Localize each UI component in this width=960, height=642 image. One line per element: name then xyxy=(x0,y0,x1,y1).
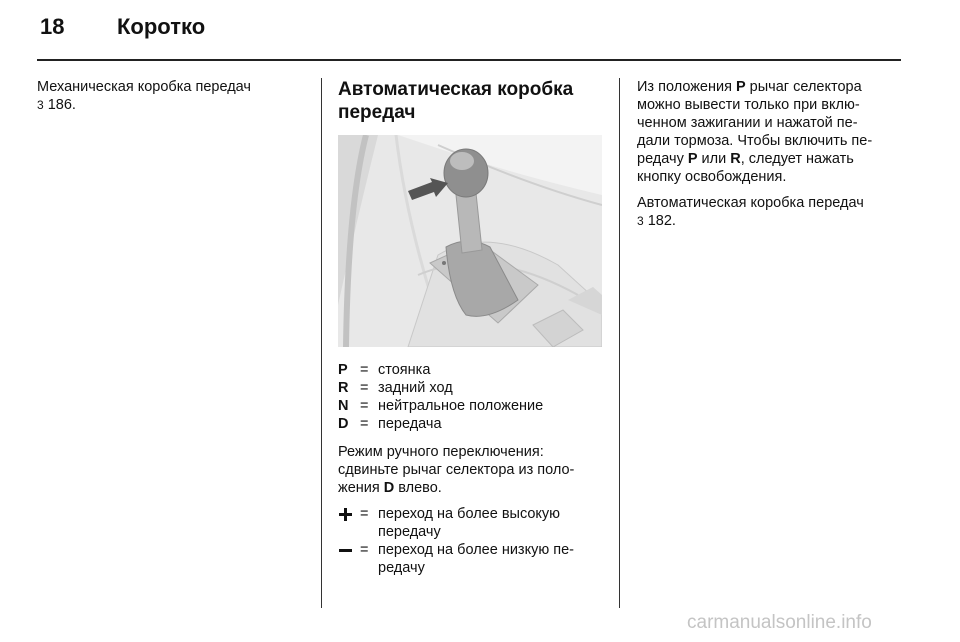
manual-mode-line2: сдвиньте рычаг селектора из поло- xyxy=(338,462,575,478)
p1-l4: дали тормоза. Чтобы включить пе- xyxy=(637,133,873,149)
page-number: 18 xyxy=(40,14,65,39)
manual-mode-line3-bold: D xyxy=(383,480,395,496)
section-title xyxy=(338,78,608,124)
minus-icon xyxy=(338,541,360,577)
column-divider-right xyxy=(619,78,620,608)
list-item xyxy=(338,397,608,415)
watermark: carmanualsonline.info xyxy=(687,612,872,633)
shift-desc xyxy=(378,505,608,541)
shift-desc-line2: редачу xyxy=(378,560,425,576)
equals-sign: = xyxy=(360,506,369,522)
position-key: R xyxy=(338,380,349,396)
section-title-line2: передач xyxy=(338,102,416,123)
p1-l3: ченном зажигании и нажатой пе- xyxy=(637,115,858,131)
p1-l5-mid: или xyxy=(697,151,731,167)
list-item xyxy=(338,415,608,433)
manual-gearbox-ref xyxy=(37,78,307,114)
manual-gearbox-page-link[interactable]: 186. xyxy=(47,97,76,113)
p1-l5-bold1: P xyxy=(687,151,698,167)
p1-l1-suffix: рычаг селектора xyxy=(745,79,862,95)
manual-mode-line3-suffix: влево. xyxy=(394,480,442,496)
column-divider-left xyxy=(321,78,322,608)
p1-l2: можно вывести только при вклю- xyxy=(637,97,860,113)
position-desc: задний ход xyxy=(378,380,453,396)
page-ref-arrow-icon: 3 xyxy=(637,214,644,228)
manual-mode-line3-prefix: жения xyxy=(338,480,384,496)
list-item xyxy=(338,541,608,577)
manual-gearbox-text: Механическая коробка передач xyxy=(37,79,251,95)
p1-l5-suffix: , следует нажать xyxy=(740,151,854,167)
p1-l1-prefix: Из положения xyxy=(637,79,736,95)
equals-sign: = xyxy=(360,398,369,414)
list-item xyxy=(338,361,608,379)
auto-gearbox-text: Автоматическая коробка передач xyxy=(637,195,864,211)
p1-l6: кнопку освобождения. xyxy=(637,169,787,185)
shift-desc xyxy=(378,541,608,577)
p1-l5-prefix: редачу xyxy=(637,151,688,167)
page-ref-arrow-icon: 3 xyxy=(37,98,44,112)
auto-gearbox-page-link[interactable]: 182. xyxy=(647,213,676,229)
equals-sign: = xyxy=(360,362,369,378)
shift-desc-line2: передачу xyxy=(378,524,441,540)
park-release-paragraph xyxy=(637,78,912,186)
section-title-line1: Автоматическая коробка xyxy=(338,79,574,100)
column-1 xyxy=(37,78,307,122)
page-title: Коротко xyxy=(117,14,206,39)
position-key: N xyxy=(338,398,349,414)
manual-mode-paragraph xyxy=(338,443,608,497)
gear-selector-illustration xyxy=(338,135,602,347)
equals-sign: = xyxy=(360,416,369,432)
position-key: P xyxy=(338,362,348,378)
equals-sign: = xyxy=(360,542,369,558)
header-rule xyxy=(37,59,901,61)
position-key: D xyxy=(338,416,349,432)
p1-l5-bold2: R xyxy=(730,151,741,167)
shift-desc-line1: переход на более высокую xyxy=(378,506,561,522)
position-desc: стоянка xyxy=(378,362,431,378)
position-desc: передача xyxy=(378,416,442,432)
plus-icon xyxy=(338,505,360,541)
shift-desc-line1: переход на более низкую пе- xyxy=(378,542,574,558)
p1-l1-bold: P xyxy=(735,79,746,95)
list-item xyxy=(338,379,608,397)
gear-positions-list xyxy=(338,361,608,433)
list-item xyxy=(338,505,608,541)
column-3 xyxy=(637,78,912,238)
equals-sign: = xyxy=(360,380,369,396)
manual-mode-line1: Режим ручного переключения: xyxy=(338,444,544,460)
shift-list xyxy=(338,505,608,577)
column-2 xyxy=(338,78,608,577)
auto-gearbox-ref xyxy=(637,194,912,230)
position-desc: нейтральное положение xyxy=(378,398,544,414)
